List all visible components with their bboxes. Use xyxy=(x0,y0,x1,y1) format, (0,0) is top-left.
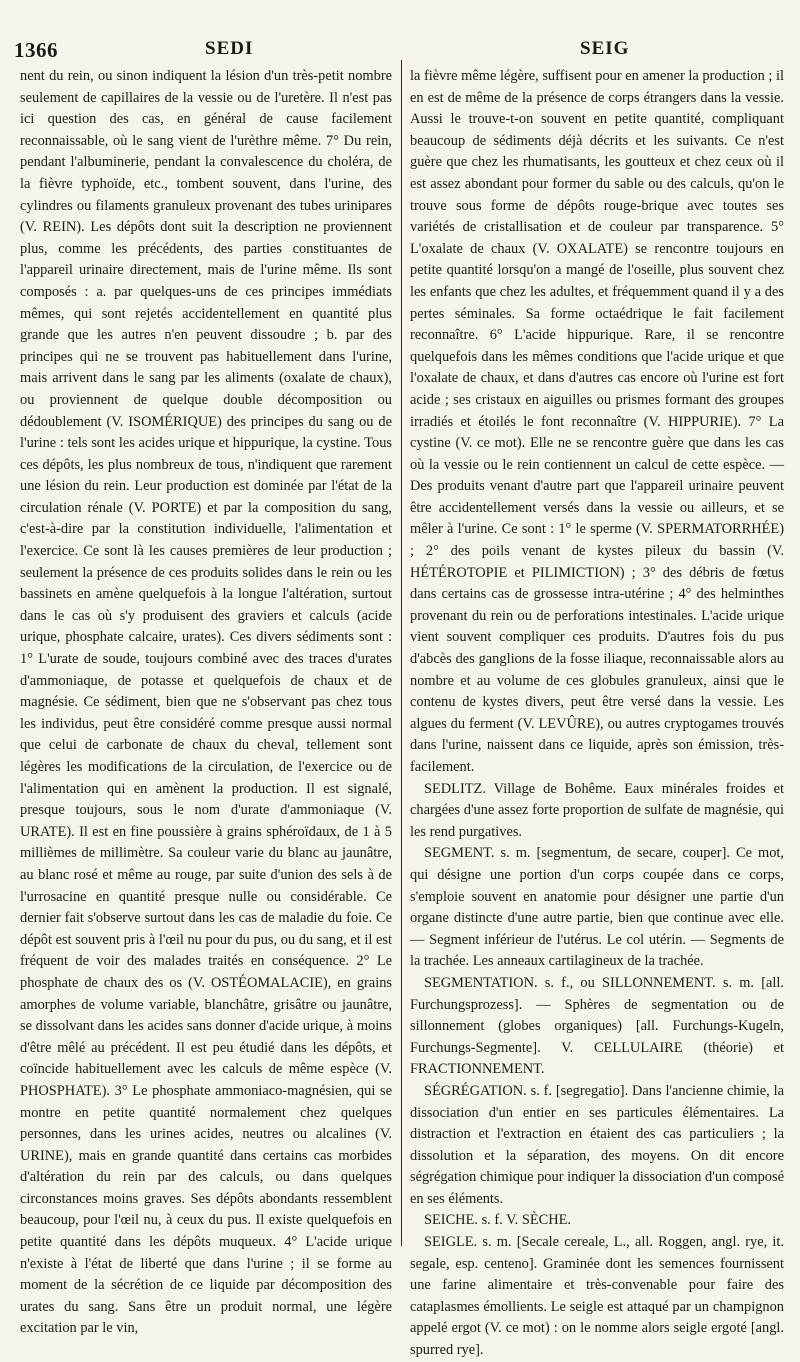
column-divider xyxy=(401,60,402,1246)
entry-continuation-text: la fièvre même légère, suffisent pour en amener la production ; il en est de même de la présence de corps étrangers dans la vessie. Aussi le trouve-t-on souvent en petite quantité, compliquant beaucoup de sédiments déjà décrits et les suivants. Ce n'est guère que chez les rhumatisants, les goutteux et chez ceux où il est assez abondant pour former du sable ou des calculs, qu'on le trouve sous forme de dépôts rouge-brique avec toutes ses variétés de cristallisation et de couleur par transparence. 5° L'oxalate de chaux (V. OXALATE) se rencontre toujours en petite quantité lorsqu'on a mangé de l'oseille, plus souvent chez les enfants que chez les adultes, et fréquemment quand il y a des pertes séminales. Sa forme octaédrique le fait facilement reconnaître. 6° L'acide hippurique. Rare, il se rencontre quelquefois dans les mêmes conditions que l'acide urique et que l'oxalate de chaux, et dans d'autres cas encore où l'urine est fort acide ; ses cristaux en aiguilles ou prismes formant des groupes irradiés et étoilés le font reconnaître (V. HIPPURIE). 7° La cystine (V. ce mot). Elle ne se rencontre guère que dans les cas où la vessie ou le rein contiennent un calcul de cette espèce. — Des produits venant d'autre part que l'appareil urinaire peuvent être accidentellement versés dans la vessie ou ailleurs, et se mêler à l'urine. Ce sont : 1° le sperme (V. SPERMATORRHÉE) ; 2° des poils venant de kystes pileux du bassin (V. HÉTÉROTOPIE et PILIMICTION) ; 3° des débris de fœtus dans certains cas de grossesse intra-utérine ; 4° des helminthes provenant du rein ou de perforations intestinales. L'acide urique vient souvent compliquer ces produits. D'autres fois du pus d'abcès des ganglions de la fosse iliaque, reconnaissable alors au nombre et au volume de ces globules granuleux, ainsi que le contenu de kystes divers, peut être versé dans la vessie. Les algues du ferment (V. LEVÛRE), ou autres cryptogames trouvés dans l'urine, naissent dans ce liquide, après son émission, très-facilement. xyxy=(410,68,784,775)
left-column xyxy=(20,66,392,1337)
entry-seiche: SEICHE. s. f. V. SÈCHE. xyxy=(424,1212,571,1229)
entry-segment: SEGMENT. s. m. [segmentum, de secare, couper]. Ce mot, qui désigne une portion d'un corps coupée dans ce corps, s'emploie souvent en anatomie pour désigner une partie d'un organe distincte d'une autre partie, bien que continue avec elle. — Segment inférieur de l'utérus. Le col utérin. — Segments de la trachée. Les anneaux cartilagineux de la trachée. xyxy=(410,845,784,970)
left-column-text: nent du rein, ou sinon indiquent la lésion d'un très-petit nombre seulement de capillaires de la vessie ou de l'uretère. Il n'est pas ici question des cas, en général de cause facilement reconnaissable, où le sang vient de l'urèthre même. 7° Du rein, pendant l'albuminerie, pendant la convalescence du choléra, de la fièvre typhoïde, etc., tombent souvent, dans l'urine, des cylindres ou filaments granuleux provenant des tubes urinipares (V. REIN). Les dépôts dont suit la description ne proviennent plus, comme les précédents, des parties constituantes de l'appareil urinaire directement, mais de l'urine même. Ils sont composés : a. par quelques-uns de ces principes immédiats mêmes, qui sont rejetés accidentellement en quantité plus grande que les autres n'en peuvent dissoudre ; b. par des principes qui ne se trouvent pas habituellement dans l'urine, mais arrivent dans le sang par les aliments (oxalate de chaux), ou proviennent de quelque double décomposition ou dédoublement (V. ISOMÉRIQUE) des principes du sang ou de l'urine : tels sont les acides urique et hippurique, la cystine. Tous ces dépôts, les plus nombreux de tous, n'indiquent que rarement une lésion du rein. Leur production est dominée par l'état de la circulation rénale (V. PORTE) et par la composition du sang, c'est-à-dire par la constitution individuelle, l'alimentation et l'exercice. Ce sont là les causes premières de leur production ; seulement la présence de ces produits solides dans le rein ou les bassinets en amène quelquefois à la longue l'altération, surtout dans le cas où s'y produisent des graviers et calculs (acide urique, phosphate calcaire, urates). Ces divers sédiments sont : 1° L'urate de soude, toujours combiné avec des traces d'urates d'ammoniaque, de potasse et quelquefois de chaux et de magnésie. Ce sédiment, bien que ne s'observant pas chez tous les individus, peut être considéré comme presque aussi normal que celui de carbonate de chaux du cheval, tellement sont légères les modifications de la circulation, de l'exercice ou de l'alimentation qui en amènent la production. Il est signalé, presque toujours, sous le nom d'urate d'ammoniaque (V. URATE). Il est en fine poussière à grains sphéroïdaux, de 1 à 5 millièmes de millimètre. Sa couleur varie du blanc au jaunâtre, au blanc rosé et même au rouge, par suite d'union des sels à de l'urrosacine en quantité presque nulle ou considérable. Ce dernier fait s'observe surtout dans les cas de maladie du foie. Ce dépôt est souvent pris à l'œil nu pour du pus, ou du sang, et il est fréquent de voir des malades traités en conséquence. 2° Le phosphate de chaux des os (V. OSTÉOMALACIE), en grains amorphes de volume variable, blanchâtre, grisâtre ou jaunâtre, se dissolvant dans les acides sans donner d'acide urique, à moins d'être mêlé au précédent. Il est peu étudié dans les dépôts, et coïncide habituellement avec les calculs de même espèce (V. PHOSPHATE). 3° Le phosphate ammoniaco-magnésien, qui se montre en petite quantité normalement chez quelques personnes, dans les urines acides, neutres ou alcalines (V. URINE), mais en grande quantité dans certains cas morbides d'altération du rein par des calculs, ou dans quelques circonstances moins graves. Ses dépôts abondants ressemblent beaucoup, pour l'œil nu, à ceux du pus. Il existe quelquefois en petite quantité dans les dépôts muqueux. 4° L'acide urique n'existe à l'état de liberté que dans l'urine ; il se forme au moment de la sécrétion de ce liquide par décomposition des urates du sang. Sans être un produit normal, une légère excitation par le vin, xyxy=(20,68,392,1337)
right-guide-word: SEIG xyxy=(580,38,630,59)
entry-segregation: SÉGRÉGATION. s. f. [segregatio]. Dans l'ancienne chimie, la dissociation d'un entier en ses particules élémentaires. La distraction et l'extraction en étaient des cas particuliers ; la dissolution et la séparation, des moyens. On dit encore ségrégation chimique pour indiquer la dissociation d'un composé en ses éléments. xyxy=(410,1082,784,1207)
running-header xyxy=(0,0,800,66)
entry-segmentation: SEGMENTATION. s. f., ou SILLONNEMENT. s. m. [all. Furchungsprozess]. — Sphères de segmentation ou de sillonnement (globes organiques) [all. Furchungs-Kugeln, Furchungs-Segmente]. V. CELLULAIRE (théorie) et FRACTIONNEMENT. xyxy=(410,974,784,1078)
entry-seigle: SEIGLE. s. m. [Secale cereale, L., all. Roggen, angl. rye, it. segale, esp. centeno]. Graminée dont les semences fournissent une farine alimentaire et très-convenable pour faire des cataplasmes émollients. Le seigle est attaqué par un champignon appelé ergot (V. ce mot) : on le nomme alors seigle ergoté [angl. spurred rye]. xyxy=(410,1234,784,1359)
right-column xyxy=(410,66,784,1359)
entry-sedlitz: SEDLITZ. Village de Bohême. Eaux minérales froides et chargées d'une assez forte proportion de sulfate de magnésie, qui les rend purgatives. xyxy=(410,780,784,840)
left-guide-word: SEDI xyxy=(205,38,254,59)
page-number: 1366 xyxy=(14,38,58,62)
